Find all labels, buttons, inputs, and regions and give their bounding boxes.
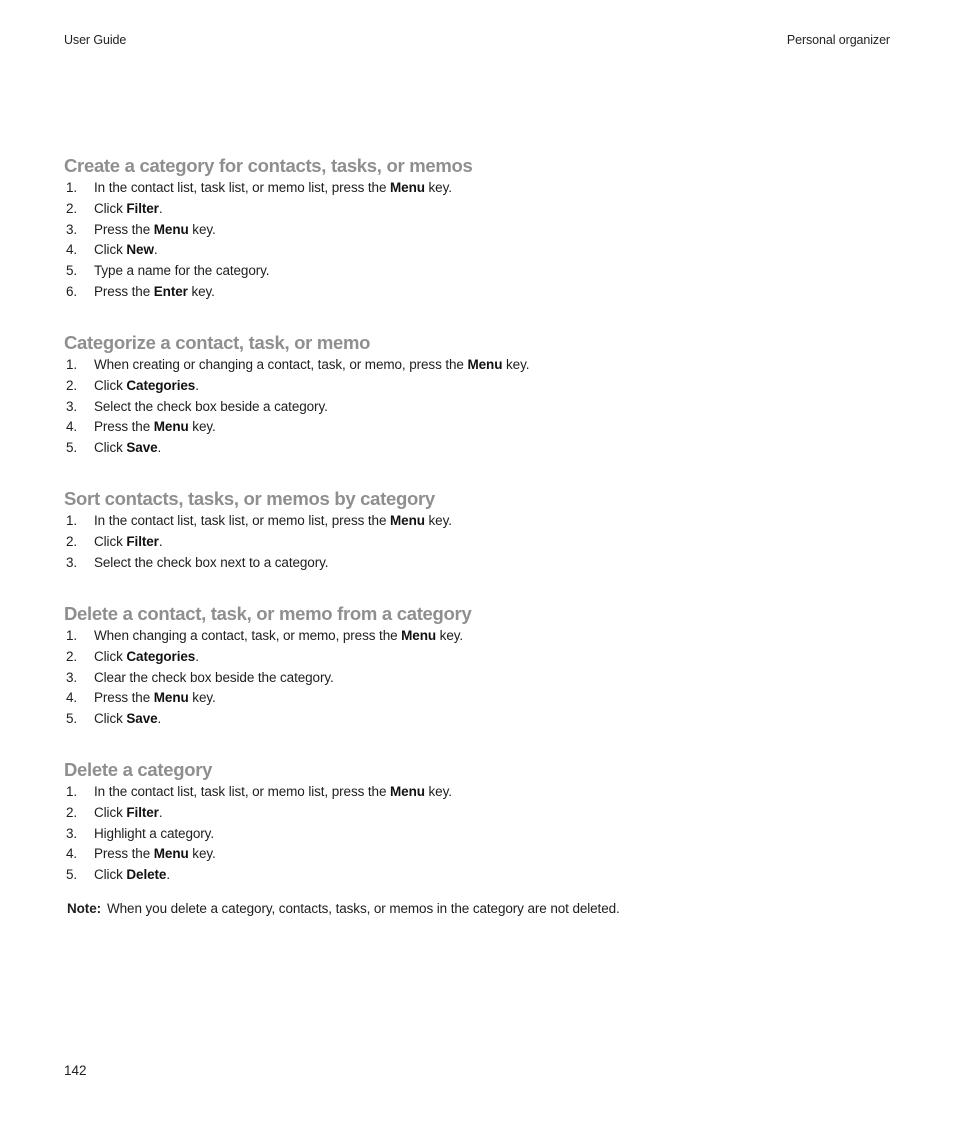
step-number: 2. xyxy=(66,533,78,549)
step-text xyxy=(94,199,162,220)
step-text-pre: Click xyxy=(94,711,127,727)
step-text-post: . xyxy=(195,648,199,664)
step-text xyxy=(94,397,328,418)
section-create-category xyxy=(64,154,472,303)
step-text-post: key. xyxy=(188,690,216,706)
step-item xyxy=(64,282,472,303)
section-sort-by-category xyxy=(64,487,452,573)
step-item xyxy=(64,782,452,803)
step-text-pre: Highlight a category. xyxy=(94,825,214,841)
step-text-pre: Click xyxy=(94,533,127,549)
step-text xyxy=(94,647,199,668)
step-text xyxy=(94,376,199,397)
step-text xyxy=(94,865,170,886)
step-text xyxy=(94,688,216,709)
step-list xyxy=(64,511,452,573)
key-term: Menu xyxy=(467,357,503,372)
step-text xyxy=(94,261,269,282)
step-text xyxy=(94,240,158,261)
step-text-post: . xyxy=(166,867,170,883)
step-text-post: key. xyxy=(424,513,452,528)
step-text-pre: Press the xyxy=(94,419,154,435)
step-text-pre: Press the xyxy=(94,690,154,706)
key-term: Filter xyxy=(126,804,159,820)
step-number: 5. xyxy=(66,440,78,456)
step-number: 3. xyxy=(66,669,78,685)
step-text-pre: Click xyxy=(94,867,127,883)
step-text-post: . xyxy=(158,804,163,820)
step-text-pre: In the contact list, task list, or memo list, press the xyxy=(94,180,391,195)
step-number: 1. xyxy=(66,784,78,799)
step-number: 3. xyxy=(66,554,78,570)
step-item xyxy=(64,240,472,261)
key-term: Delete xyxy=(126,867,167,883)
step-number: 1. xyxy=(66,357,78,372)
step-text xyxy=(94,844,216,865)
step-item xyxy=(64,688,471,709)
key-term: Filter xyxy=(126,533,159,549)
step-item xyxy=(64,865,212,886)
step-item xyxy=(64,438,370,459)
step-text xyxy=(94,438,161,459)
step-number: 3. xyxy=(66,221,78,237)
step-text-pre: Click xyxy=(94,200,127,216)
step-text-post: . xyxy=(195,377,199,393)
step-text-pre: Clear the check box beside the category. xyxy=(94,669,334,685)
step-number: 5. xyxy=(66,867,78,883)
step-text xyxy=(94,824,214,845)
step-number: 3. xyxy=(66,825,78,841)
step-number: 2. xyxy=(66,200,78,216)
step-text-pre: Click xyxy=(94,440,127,456)
section-remove-from-category xyxy=(64,602,471,730)
step-item xyxy=(64,261,472,282)
step-text-pre: In the contact list, task list, or memo list, press the xyxy=(94,784,391,799)
step-text xyxy=(94,282,215,303)
step-number: 2. xyxy=(66,804,78,820)
step-text-post: . xyxy=(158,200,163,216)
step-text-pre: In the contact list, task list, or memo list, press the xyxy=(94,513,391,528)
running-header-right: Personal organizer xyxy=(786,33,890,47)
key-term: Menu xyxy=(390,513,425,528)
step-item xyxy=(64,199,472,220)
step-number: 5. xyxy=(66,711,78,727)
section-heading: Categorize a contact, task, or memo xyxy=(64,332,371,353)
key-term: Menu xyxy=(153,690,189,706)
key-term: Menu xyxy=(390,784,425,799)
step-text-post: key. xyxy=(187,283,215,299)
step-list xyxy=(64,782,452,886)
step-number: 4. xyxy=(66,419,78,435)
section-heading: Delete a contact, task, or memo from a category xyxy=(64,603,472,624)
key-term: Enter xyxy=(153,283,188,299)
step-text xyxy=(94,626,463,647)
section-heading: Sort contacts, tasks, or memos by category xyxy=(64,488,435,509)
step-text-pre: Click xyxy=(94,648,127,664)
step-text xyxy=(94,220,216,241)
step-item xyxy=(64,417,370,438)
step-text xyxy=(94,668,334,689)
running-header-left: User Guide xyxy=(64,33,127,47)
section-delete-category xyxy=(64,758,452,886)
step-item xyxy=(64,668,471,689)
step-number: 1. xyxy=(66,628,78,643)
step-text-post: key. xyxy=(424,784,452,799)
step-text-pre: Select the check box beside a category. xyxy=(94,398,328,414)
step-text-pre: Click xyxy=(94,377,127,393)
key-term: Categories xyxy=(126,648,196,664)
step-item xyxy=(64,532,435,553)
step-text-post: key. xyxy=(424,180,452,195)
step-item xyxy=(64,647,471,668)
step-item xyxy=(64,178,472,199)
key-term: Menu xyxy=(390,180,425,195)
step-text-pre: Press the xyxy=(94,283,154,299)
key-term: New xyxy=(126,242,154,258)
step-number: 5. xyxy=(66,263,78,279)
step-text-post: key. xyxy=(188,419,216,435)
key-term: Menu xyxy=(401,628,437,643)
step-item xyxy=(64,397,370,418)
step-text-pre: When creating or changing a contact, task, or memo, press the xyxy=(94,357,468,372)
note xyxy=(67,901,620,916)
step-text xyxy=(94,355,529,376)
step-item xyxy=(64,709,471,730)
step-item xyxy=(64,626,471,647)
step-item xyxy=(64,803,212,824)
key-term: Save xyxy=(126,440,158,456)
step-number: 4. xyxy=(66,242,78,258)
step-text xyxy=(94,803,162,824)
step-text xyxy=(94,532,162,553)
step-item xyxy=(64,376,370,397)
note-text: When you delete a category, contacts, tasks, or memos in the category are not deleted. xyxy=(107,901,620,916)
key-term: Save xyxy=(126,711,158,727)
step-text xyxy=(94,709,161,730)
note-label: Note: xyxy=(67,901,101,916)
step-number: 2. xyxy=(66,648,78,664)
step-item xyxy=(64,511,452,532)
step-text-post: key. xyxy=(436,628,464,643)
step-item xyxy=(64,824,212,845)
step-text xyxy=(94,782,452,803)
page-number: 142 xyxy=(64,1063,87,1078)
section-heading: Delete a category xyxy=(64,759,213,780)
step-item xyxy=(64,220,472,241)
step-text xyxy=(94,511,452,532)
step-item xyxy=(64,844,216,865)
step-text-pre: Press the xyxy=(94,221,154,237)
step-text-post: key. xyxy=(188,846,216,862)
section-heading: Create a category for contacts, tasks, or memos xyxy=(64,155,473,176)
step-text-pre: Click xyxy=(94,242,127,258)
step-text-post: key. xyxy=(188,221,216,237)
step-text-pre: Click xyxy=(94,804,127,820)
step-list xyxy=(64,355,530,459)
step-text-pre: Select the check box next to a category. xyxy=(94,554,329,570)
step-text-pre: When changing a contact, task, or memo, press the xyxy=(94,628,402,643)
step-item xyxy=(64,355,530,376)
step-text-post: . xyxy=(153,242,158,258)
step-number: 3. xyxy=(66,398,78,414)
step-text-post: . xyxy=(158,533,163,549)
step-text-pre: Press the xyxy=(94,846,154,862)
key-term: Menu xyxy=(153,221,189,237)
step-number: 2. xyxy=(66,377,78,393)
key-term: Menu xyxy=(153,846,189,862)
key-term: Categories xyxy=(126,377,196,393)
step-number: 1. xyxy=(66,513,78,528)
key-term: Filter xyxy=(126,200,159,216)
step-text-post: . xyxy=(157,711,162,727)
step-text-post: . xyxy=(157,440,162,456)
step-text-pre: Type a name for the category. xyxy=(94,263,270,279)
step-text-post: key. xyxy=(502,357,530,372)
step-list xyxy=(64,178,472,303)
step-number: 6. xyxy=(66,283,78,299)
step-list xyxy=(64,626,471,730)
step-item xyxy=(64,553,435,574)
step-number: 4. xyxy=(66,846,78,862)
step-text xyxy=(94,178,452,199)
step-text xyxy=(94,417,216,438)
step-text xyxy=(94,553,328,574)
step-number: 1. xyxy=(66,180,78,195)
key-term: Menu xyxy=(153,419,189,435)
section-categorize-item xyxy=(64,331,530,459)
step-number: 4. xyxy=(66,690,78,706)
